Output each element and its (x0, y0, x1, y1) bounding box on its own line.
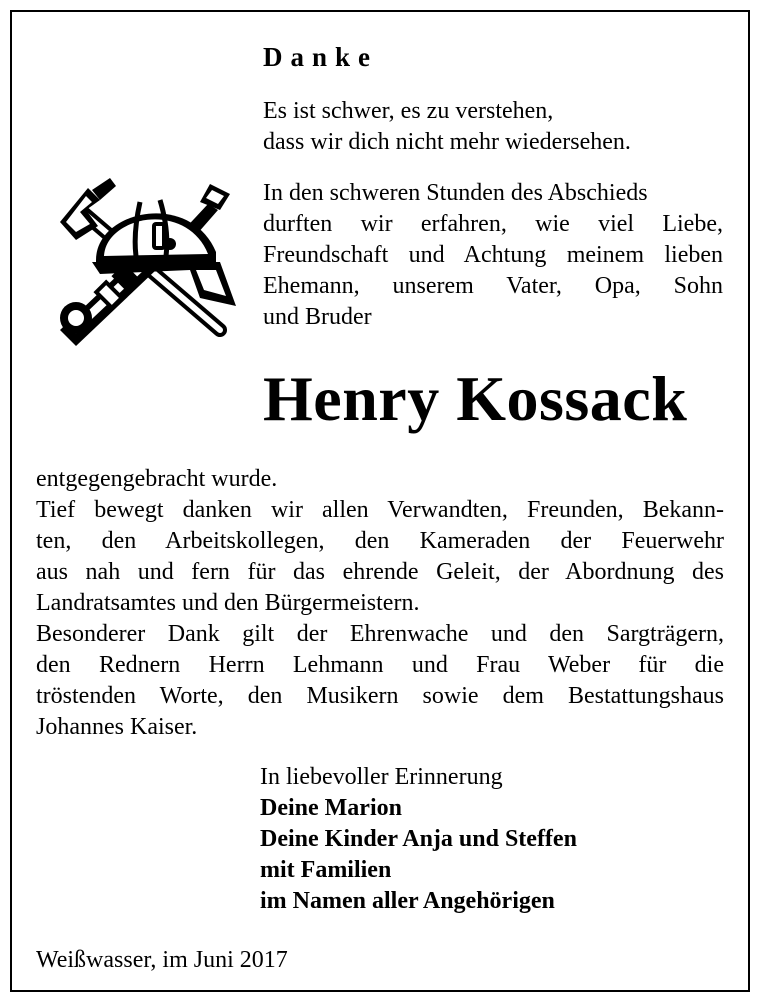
place-date: Weißwasser, im Juni 2017 (36, 947, 288, 973)
signature-line: mit Familien (260, 857, 392, 883)
thanks-line: aus nah und fern für das ehrende Geleit, der Abordnung des (36, 559, 724, 585)
intro-line: Ehemann, unserem Vater, Opa, Sohn (263, 273, 723, 299)
intro-line: dass wir dich nicht mehr wiedersehen. (263, 129, 631, 155)
signature-line: Deine Marion (260, 795, 402, 821)
thanks-line: Johannes Kaiser. (36, 714, 198, 740)
thanks-line: Tief bewegt danken wir allen Verwandten, Freunden, Bekann- (36, 497, 724, 523)
signature-intro: In liebevoller Erinnerung (260, 764, 503, 790)
thanks-line: Besonderer Dank gilt der Ehrenwache und den Sargträgern, (36, 621, 724, 647)
intro-line: und Bruder (263, 304, 372, 330)
obituary-notice (10, 10, 750, 992)
intro-line: durften wir erfahren, wie viel Liebe, (263, 211, 723, 237)
thanks-text (36, 464, 724, 743)
firefighter-emblem-icon (40, 170, 238, 350)
intro-text (263, 96, 723, 333)
signature-block (260, 762, 577, 917)
intro-line: Es ist schwer, es zu verstehen, (263, 98, 554, 124)
notice-title: Danke (263, 42, 379, 72)
thanks-line: den Rednern Herrn Lehmann und Frau Weber für die (36, 652, 724, 678)
signature-line: im Namen aller Angehörigen (260, 888, 555, 914)
deceased-name: Henry Kossack (263, 363, 688, 434)
signature-line: Deine Kinder Anja und Steffen (260, 826, 577, 852)
thanks-line: tröstenden Worte, den Musikern sowie dem Bestattungshaus (36, 683, 724, 709)
thanks-line: entgegengebracht wurde. (36, 466, 278, 492)
intro-line: In den schweren Stunden des Abschieds (263, 180, 648, 206)
thanks-line: ten, den Arbeitskollegen, den Kameraden der Feuerwehr (36, 528, 724, 554)
thanks-line: Landratsamtes und den Bürgermeistern. (36, 590, 420, 616)
intro-line: Freundschaft und Achtung meinem lieben (263, 242, 723, 268)
